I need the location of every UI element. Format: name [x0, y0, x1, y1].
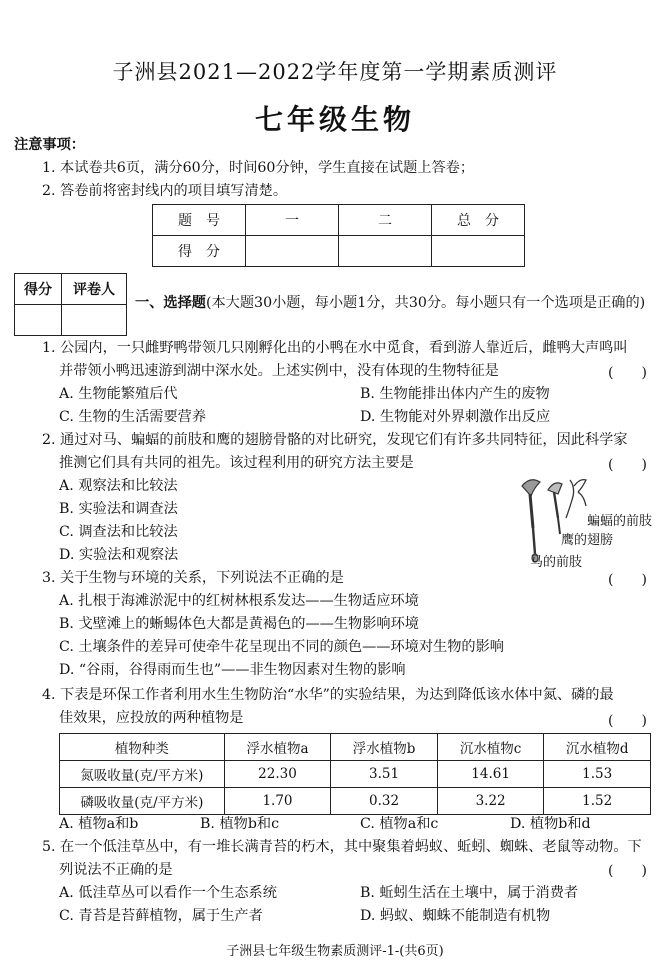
subject-title: 七年级生物 — [254, 103, 415, 136]
section-title: 一、选择题 — [135, 295, 206, 311]
grader-score-cell[interactable] — [15, 305, 62, 336]
table-cell: 1.53 — [544, 761, 651, 788]
nitrogen-phosphorus-table — [59, 733, 651, 815]
note-item-1: 1. 本试卷共6页，满分60分，时间60分钟，学生直接在试题上答卷； — [42, 160, 475, 176]
table-cell: 14.61 — [437, 761, 544, 788]
q4-answer-paren[interactable]: ( ) — [608, 713, 647, 729]
q2-option-a[interactable]: A. 观察法和比较法 — [59, 478, 178, 494]
q5-answer-paren[interactable]: ( ) — [608, 863, 647, 879]
q5-option-d[interactable]: D. 蚂蚁、蜘蛛不能制造有机物 — [360, 908, 551, 924]
q2-option-d[interactable]: D. 实验法和观察法 — [59, 547, 179, 563]
q3-answer-paren[interactable]: ( ) — [608, 572, 647, 588]
notes-heading: 注意事项： — [14, 137, 85, 153]
table-header-row — [60, 734, 651, 761]
table-row — [60, 788, 651, 815]
q3-line-1: 3. 关于生物与环境的关系，下列说法不正确的是 — [42, 570, 344, 586]
q5-line-2: 列说法不正确的是 — [59, 862, 173, 878]
q1-answer-paren[interactable]: ( ) — [608, 365, 647, 381]
table-cell: 氮吸收量(克/平方米) — [60, 761, 225, 788]
q3-option-a[interactable]: A. 扎根于海滩淤泥中的红树林根系发达——生物适应环境 — [59, 593, 419, 609]
q1-option-d[interactable]: D. 生物能对外界刺激作出反应 — [360, 409, 551, 425]
q4-line-2: 佳效果，应投放的两种植物是 — [59, 710, 244, 726]
eagle-wing-label: 鹰的翅膀 — [561, 533, 614, 548]
section-desc: (本大题30小题，每小题1分，共30分。每小题只有一个选项是正确的) — [205, 295, 646, 311]
q2-line-1: 2. 通过对马、蝙蝠的前肢和鹰的翅膀骨骼的对比研究，发现它们有许多共同特征，因此科学家 — [42, 432, 628, 448]
q2-option-b[interactable]: B. 实验法和调查法 — [59, 501, 178, 517]
table-header: 浮水植物a — [224, 734, 331, 761]
grader-score-label: 得分 — [15, 274, 62, 305]
score-cell[interactable] — [246, 236, 339, 267]
table-header: 沉水植物d — [544, 734, 651, 761]
q4-option-a[interactable]: A. 植物a和b — [59, 816, 139, 832]
q3-option-c[interactable]: C. 土壤条件的差异可使牵牛花呈现出不同的颜色——环境对生物的影响 — [59, 639, 504, 655]
table-cell: 1.52 — [544, 788, 651, 815]
q5-line-1: 5. 在一个低洼草丛中，有一堆长满青苔的朽木，其中聚集着蚂蚁、蚯蚓、蜘蛛、老鼠等动物。下 — [42, 839, 642, 855]
horse-forelimb-icon — [522, 480, 540, 562]
q1-option-a[interactable]: A. 生物能繁殖后代 — [59, 386, 178, 402]
q1-line-1: 1. 公园内，一只雌野鸭带领几只刚孵化出的小鸭在水中觅食，看到游人靠近后，雌鸭大声鸣叫 — [42, 340, 628, 356]
table-cell: 1.70 — [224, 788, 331, 815]
score-cell[interactable] — [432, 236, 525, 267]
bat-forelimb-label: 蝙蝠的前肢 — [587, 514, 653, 529]
q2-line-2: 推测它们具有共同的祖先。该过程利用的研究方法主要是 — [59, 455, 414, 471]
q2-answer-paren[interactable]: ( ) — [608, 457, 647, 473]
table-cell: 22.30 — [224, 761, 331, 788]
table-row — [60, 761, 651, 788]
q5-option-a[interactable]: A. 低洼草丛可以看作一个生态系统 — [59, 885, 277, 901]
section-heading — [135, 292, 645, 314]
score-row-label: 得 分 — [153, 236, 246, 267]
q3-option-d[interactable]: D. “谷雨，谷得雨而生也”——非生物因素对生物的影响 — [59, 662, 406, 678]
grader-name-label: 评卷人 — [62, 274, 127, 305]
q2-option-c[interactable]: C. 调查法和比较法 — [59, 524, 178, 540]
table-header: 植物种类 — [60, 734, 225, 761]
table-cell: 磷吸收量(克/平方米) — [60, 788, 225, 815]
score-header-total: 总 分 — [432, 205, 525, 236]
table-cell: 0.32 — [331, 788, 438, 815]
q5-option-c[interactable]: C. 青苔是苔藓植物，属于生产者 — [59, 908, 263, 924]
bat-forelimb-icon — [566, 480, 586, 518]
grader-box — [14, 273, 127, 336]
exam-title: 子洲县2021—2022学年度第一学期素质测评 — [112, 60, 558, 84]
q1-line-2: 并带领小鸭迅速游到湖中深水处。上述实例中，没有体现的生物特征是 — [59, 363, 499, 379]
score-header-number: 题 号 — [153, 205, 246, 236]
table-cell: 3.51 — [331, 761, 438, 788]
table-header: 沉水植物c — [437, 734, 544, 761]
score-header-two: 二 — [339, 205, 432, 236]
q4-line-1: 4. 下表是环保工作者利用水生生物防治“水华”的实验结果，为达到降低该水体中氮、磷的最 — [42, 687, 614, 703]
q5-option-b[interactable]: B. 蚯蚓生活在土壤中，属于消费者 — [360, 885, 579, 901]
q4-option-b[interactable]: B. 植物b和c — [200, 816, 280, 832]
table-header: 浮水植物b — [331, 734, 438, 761]
score-header-one: 一 — [246, 205, 339, 236]
q1-option-c[interactable]: C. 生物的生活需要营养 — [59, 409, 207, 425]
page-footer: 子洲县七年级生物素质测评-1-(共6页) — [226, 944, 444, 959]
q4-option-c[interactable]: C. 植物a和c — [360, 816, 439, 832]
horse-forelimb-label: 马的前肢 — [530, 555, 583, 570]
q1-option-b[interactable]: B. 生物能排出体内产生的废物 — [360, 386, 550, 402]
q3-option-b[interactable]: B. 戈壁滩上的蜥蜴体色大都是黄褐色的——生物影响环境 — [59, 616, 419, 632]
q4-option-d[interactable]: D. 植物b和d — [510, 816, 591, 832]
note-item-2: 2. 答卷前将密封线内的项目填写清楚。 — [42, 183, 288, 199]
score-table — [152, 204, 525, 267]
eagle-wing-icon — [548, 483, 562, 534]
score-cell[interactable] — [339, 236, 432, 267]
table-cell: 3.22 — [437, 788, 544, 815]
grader-name-cell[interactable] — [62, 305, 127, 336]
